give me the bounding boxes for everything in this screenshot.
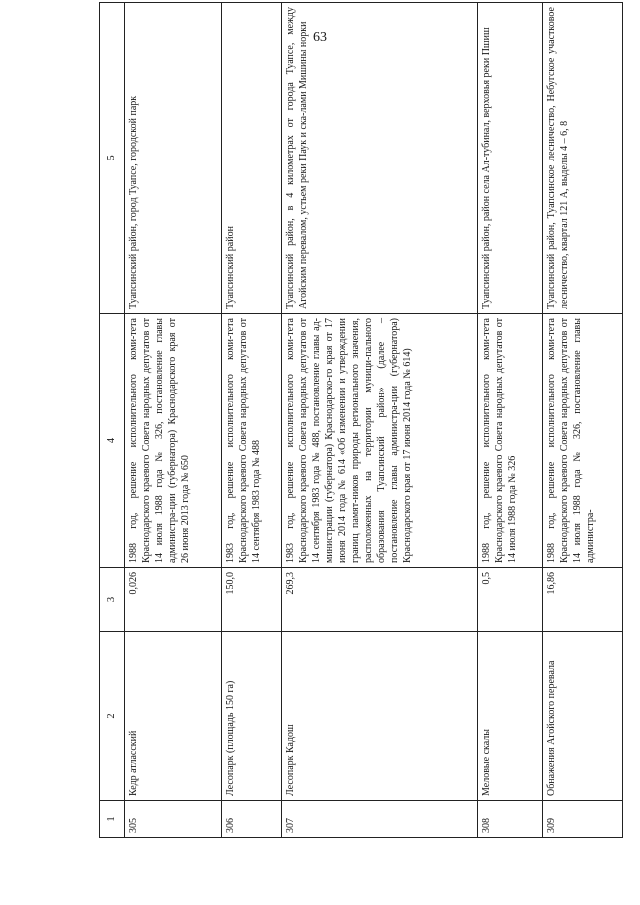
row-number: 309 (543, 801, 623, 838)
location: Туапсинский район, Туапсинское лесничество, Небугское участковое лесничество, квартал 121 А, выделы 4 – 6, 8 (543, 3, 623, 314)
area-value: 150,0 (222, 568, 282, 632)
area-value: 0,026 (125, 568, 222, 632)
row-number: 308 (478, 801, 543, 838)
column-number-row (100, 3, 125, 838)
legal-basis: 1983 год, решение исполнительного коми-тета Краснодарского краевого Совета народных депутатов от 14 сентября 1983 года № 488 (222, 314, 282, 568)
table-row (478, 3, 543, 838)
table-row (282, 3, 478, 838)
legal-basis: 1988 год, решение исполнительного коми-тета Краснодарского краевого Совета народных депутатов от 14 июля 1988 года № 326, постановление главы администра- (543, 314, 623, 568)
column-number-3: 3 (100, 568, 125, 632)
monument-name: Лесопарк Кадош (282, 632, 478, 801)
location: Туапсинский район, город Туапсе, городской парк (125, 3, 222, 314)
table-row (222, 3, 282, 838)
area-value: 0,5 (478, 568, 543, 632)
location: Туапсинский район (222, 3, 282, 314)
location: Туапсинский район, в 4 километрах от города Туапсе, между Агойским перевалом, устьем реки Паук и ска-лами Мишины норки (282, 3, 478, 314)
legal-basis: 1988 год, решение исполнительного коми-тета Краснодарского краевого Совета народных депутатов от 14 июля 1988 года № 326, постановление главы администра-ции (губернатора) Краснодарского края от 26 июня 2013 года № 650 (125, 314, 222, 568)
monument-name: Меловые скалы (478, 632, 543, 801)
legal-basis: 1988 год, решение исполнительного коми-тета Краснодарского краевого Совета народных депутатов от 14 июля 1988 года № 326 (478, 314, 543, 568)
monument-name: Лесопарк (площадь 150 га) (222, 632, 282, 801)
column-number-5: 5 (100, 3, 125, 314)
location: Туапсинский район, район села Ал-тубинал, верховья реки Пшиш (478, 3, 543, 314)
table-row (125, 3, 222, 838)
row-number: 307 (282, 801, 478, 838)
monument-name: Кедр атласский (125, 632, 222, 801)
row-number: 306 (222, 801, 282, 838)
legal-basis: 1983 год, решение исполнительного коми-тета Краснодарского краевого Совета народных депутатов от 14 сентября 1983 года № 488, постановление главы ад-министрации (губернатора) Краснодарско-го края от 17 июня 2014 года № 614 «Об изменении и утверждении границ памят-ников природы регионального значения, расположенных на территории муници-пального образования Туапсинский район» (далее – постановление главы администра-ции (губернатора) Краснодарского края от 17 июня 2014 года № 614) (282, 314, 478, 568)
table-row (543, 3, 623, 838)
column-number-1: 1 (100, 801, 125, 838)
row-number: 305 (125, 801, 222, 838)
column-number-2: 2 (100, 632, 125, 801)
area-value: 269,3 (282, 568, 478, 632)
column-number-4: 4 (100, 314, 125, 568)
page-number: 63 (313, 30, 327, 45)
monument-name: Обнажения Агойского перевала (543, 632, 623, 801)
area-value: 16,86 (543, 568, 623, 632)
nature-monuments-table (99, 2, 623, 838)
